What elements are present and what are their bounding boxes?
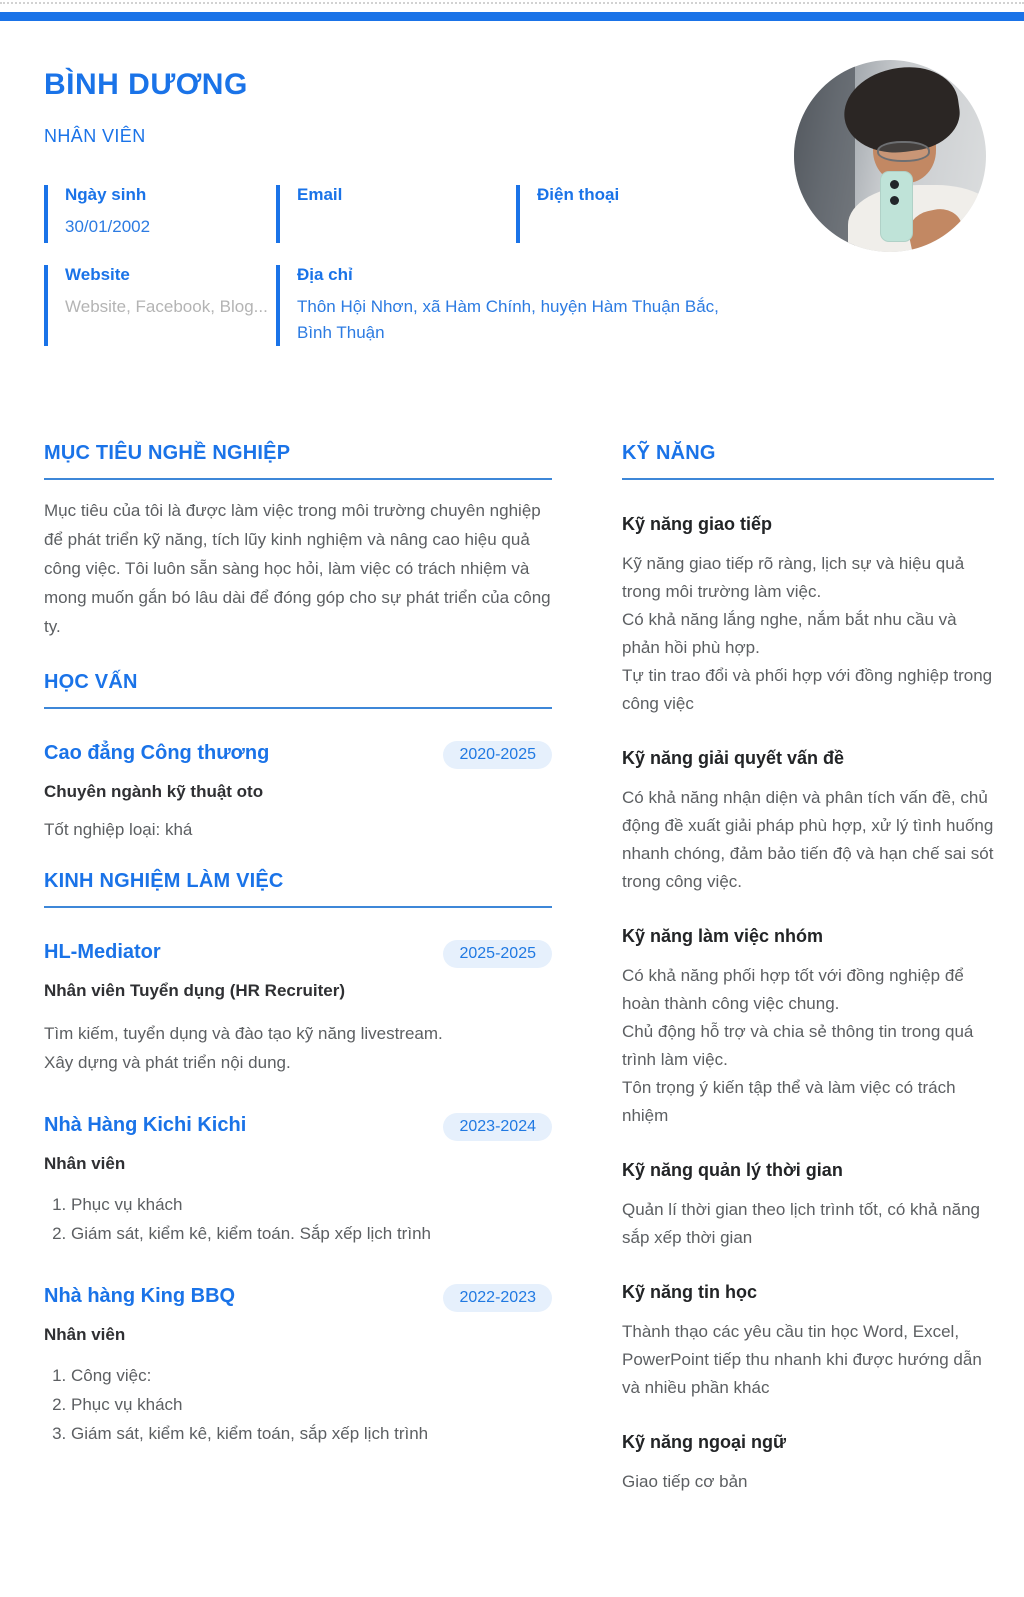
text-line: 3. Giám sát, kiểm kê, kiểm toán, sắp xếp lịch trình — [71, 1419, 552, 1448]
text-line: Xây dựng và phát triển nội dung. — [44, 1053, 291, 1072]
section-education — [44, 671, 552, 840]
experience-entry — [44, 940, 552, 1077]
left-column — [44, 442, 552, 1496]
contact-row — [44, 265, 994, 346]
period-badge: 2023-2024 — [443, 1113, 552, 1141]
text-line: 1. Công việc: — [71, 1361, 552, 1390]
role-title: Nhân viên — [44, 1325, 126, 1344]
major: Chuyên ngành kỹ thuật oto — [44, 782, 264, 801]
field-label: Địa chỉ — [297, 265, 353, 284]
job-title: NHÂN VIÊN — [44, 126, 146, 146]
skill-description — [622, 1196, 994, 1252]
field-phone — [516, 185, 756, 243]
section-experience — [44, 870, 552, 1448]
skill-block — [622, 1160, 994, 1252]
experience-entry-head — [44, 940, 552, 968]
field-label: Điện thoại — [537, 185, 620, 204]
skill-description — [622, 1318, 994, 1402]
skill-name: Kỹ năng ngoại ngữ — [622, 1432, 787, 1452]
field-value: Thôn Hội Nhơn, xã Hàm Chính, huyện Hàm Thuận Bắc, Bình Thuận — [297, 297, 719, 342]
experience-entry — [44, 1284, 552, 1448]
section-skills — [622, 442, 994, 1496]
skill-name: Kỹ năng giải quyết vấn đề — [622, 748, 845, 768]
field-value: 30/01/2002 — [65, 217, 151, 236]
objective-text: Mục tiêu của tôi là được làm việc trong môi trường chuyên nghiệp để phát triển kỹ năng, tích lũy kinh nghiệm và nâng cao hiệu quả công việc. Tôi luôn sẵn sàng học hỏi, làm việc có trách nhiệm và mong muốn gắn bó lâu dài để đóng góp cho sự phát triển của công ty. — [44, 501, 551, 636]
section-title-education: HỌC VẤN — [44, 671, 552, 709]
company-name: HL-Mediator — [44, 941, 161, 963]
section-title-skills: KỸ NĂNG — [622, 442, 994, 480]
photo-phone-shape — [880, 171, 913, 242]
field-address — [276, 265, 756, 346]
text-line: Có khả năng lắng nghe, nắm bắt nhu cầu và phản hồi phù hợp. — [622, 610, 957, 657]
right-column — [622, 442, 994, 1496]
text-line: Quản lí thời gian theo lịch trình tốt, có khả năng sắp xếp thời gian — [622, 1200, 980, 1247]
photo-phone-camera-icon — [890, 180, 899, 189]
school-name: Cao đẳng Công thương — [44, 742, 270, 764]
role-title: Nhân viên — [44, 1154, 126, 1173]
photo-background-shape — [794, 60, 855, 252]
text-line: 2. Giám sát, kiểm kê, kiểm toán. Sắp xếp lịch trình — [71, 1219, 552, 1248]
role-title: Nhân viên Tuyển dụng (HR Recruiter) — [44, 981, 345, 1000]
experience-task-list — [44, 1190, 552, 1248]
text-line: Thành thạo các yêu cầu tin học Word, Excel, PowerPoint tiếp thu nhanh khi được hướng dẫn và nhiều phần khác — [622, 1322, 982, 1397]
experience-entry — [44, 1113, 552, 1248]
text-line: 1. Phục vụ khách — [71, 1190, 552, 1219]
skill-name: Kỹ năng tin học — [622, 1282, 757, 1302]
skill-description — [622, 962, 994, 1130]
field-placeholder-value: Website, Facebook, Blog... — [65, 297, 268, 316]
text-line: Giao tiếp cơ bản — [622, 1472, 748, 1491]
skill-name: Kỹ năng giao tiếp — [622, 514, 773, 534]
skill-name: Kỹ năng quản lý thời gian — [622, 1160, 843, 1180]
text-line: Chủ động hỗ trợ và chia sẻ thông tin trong quá trình làm việc. — [622, 1022, 974, 1069]
section-title-experience: KINH NGHIỆM LÀM VIỆC — [44, 870, 552, 908]
photo-glasses-shape — [877, 141, 931, 162]
top-accent-bar — [0, 12, 1024, 21]
candidate-name: BÌNH DƯƠNG — [44, 68, 248, 101]
skill-block — [622, 1282, 994, 1402]
text-line: Tự tin trao đổi và phối hợp với đồng nghiệp trong công việc — [622, 666, 993, 713]
experience-entry-head — [44, 1113, 552, 1141]
text-line: Tìm kiếm, tuyển dụng và đào tạo kỹ năng livestream. — [44, 1024, 443, 1043]
field-birthdate — [44, 185, 276, 243]
period-badge: 2020-2025 — [443, 741, 552, 769]
field-label: Website — [65, 265, 130, 284]
skill-description — [622, 550, 994, 718]
company-name: Nhà hàng King BBQ — [44, 1285, 236, 1307]
experience-description — [44, 1019, 552, 1077]
section-title-objective: MỤC TIÊU NGHỀ NGHIỆP — [44, 442, 552, 480]
text-line: 2. Phục vụ khách — [71, 1390, 552, 1419]
period-badge: 2022-2023 — [443, 1284, 552, 1312]
skill-block — [622, 926, 994, 1130]
education-entry — [44, 741, 552, 840]
skill-description — [622, 1468, 994, 1496]
text-line: Có khả năng nhận diện và phân tích vấn đề, chủ động đề xuất giải pháp phù hợp, xử lý tình huống nhanh chóng, đảm bảo tiến độ và hạn chế sai sót trong công việc. — [622, 788, 994, 891]
skill-description — [622, 784, 994, 896]
text-line: Có khả năng phối hợp tốt với đồng nghiệp để hoàn thành công việc chung. — [622, 966, 964, 1013]
page-top-divider — [0, 2, 1024, 4]
skill-block — [622, 748, 994, 896]
profile-photo — [794, 60, 986, 252]
photo-phone-camera-icon — [890, 196, 899, 205]
experience-entry-head — [44, 1284, 552, 1312]
field-website — [44, 265, 276, 346]
main-content — [44, 442, 994, 1496]
skill-block — [622, 514, 994, 718]
company-name: Nhà Hàng Kichi Kichi — [44, 1114, 247, 1136]
education-entry-head — [44, 741, 552, 769]
experience-task-list — [44, 1361, 552, 1448]
field-email — [276, 185, 516, 243]
skills-list — [622, 514, 994, 1496]
skill-name: Kỹ năng làm việc nhóm — [622, 926, 824, 946]
section-objective — [44, 442, 552, 641]
experience-list — [44, 940, 552, 1448]
field-label: Email — [297, 185, 343, 204]
field-label: Ngày sinh — [65, 185, 147, 204]
text-line: Kỹ năng giao tiếp rõ ràng, lịch sự và hiệu quả trong môi trường làm việc. — [622, 554, 965, 601]
graduation-note: Tốt nghiệp loại: khá — [44, 820, 193, 839]
skill-block — [622, 1432, 994, 1496]
period-badge: 2025-2025 — [443, 940, 552, 968]
text-line: Tôn trọng ý kiến tập thể và làm việc có trách nhiệm — [622, 1078, 956, 1125]
